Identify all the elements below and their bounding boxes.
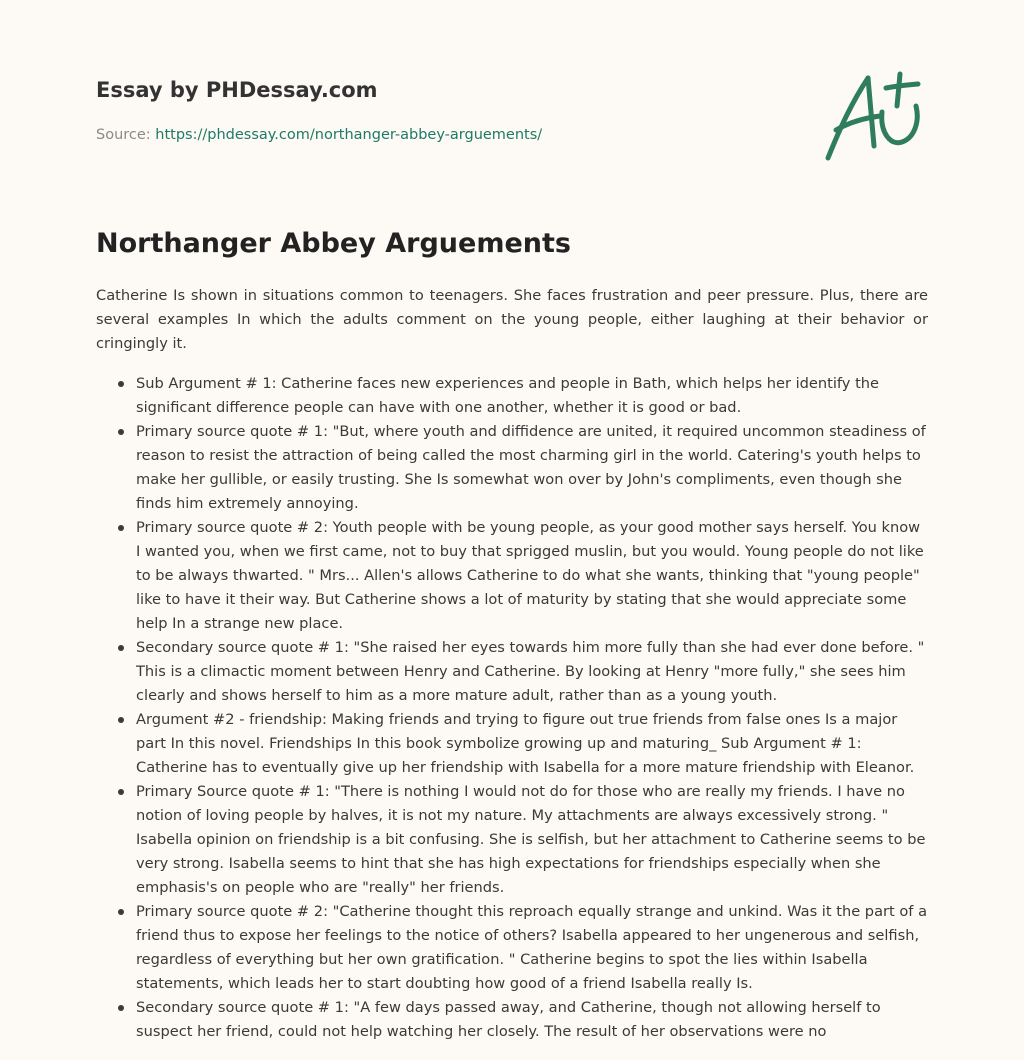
list-item — [96, 708, 928, 780]
list-item-text: Argument #2 - friendship: Making friends and trying to figure out true friends from false ones Is a major part In this novel. Friendships In this book symbolize growing up and maturing_ Sub Argument # 1: Catherine has to eventually give up her friendship with Isabella for a more mature friendship with Eleanor. — [136, 711, 915, 776]
list-item-text: Secondary source quote # 1: "She raised her eyes towards him more fully than she had ever done before. " This is a climactic moment between Henry and Catherine. By looking at Henry "more fully," she sees him clearly and shows herself to him as a more mature adult, rather than as a young youth. — [136, 639, 925, 704]
bullet-icon — [118, 717, 124, 723]
a-plus-logo-svg — [820, 66, 932, 166]
intro-paragraph: Catherine Is shown in situations common to teenagers. She faces frustration and peer pressure. Plus, there are several examples In which the adults comment on the young people, either laughing at their behavior or cringingly it. — [96, 287, 928, 352]
argument-list — [96, 372, 928, 1044]
list-item — [96, 636, 928, 708]
list-item — [96, 372, 928, 420]
list-item-text: Primary source quote # 2: Youth people with be young people, as your good mother says herself. You know I wanted you, when we first came, not to buy that sprigged muslin, but you would. Young people do not like to be always thwarted. " Mrs... Allen's allows Catherine to do what she wants, thinking that "young people" like to have it their way. But Catherine shows a lot of maturity by stating that she would appreciate some help In a strange new place. — [136, 519, 924, 632]
bullet-icon — [118, 789, 124, 795]
list-item — [96, 900, 928, 996]
essay-title: Northanger Abbey Arguements — [96, 228, 571, 259]
list-item-text: Primary source quote # 1: "But, where youth and diffidence are united, it required uncommon steadiness of reason to resist the attraction of being called the most charming girl in the world. Catering's youth helps to make her gullible, or easily trusting. She Is somewhat won over by John's compliments, even though she finds him extremely annoying. — [136, 423, 926, 512]
bullet-icon — [118, 645, 124, 651]
list-item-text: Secondary source quote # 1: "A few days passed away, and Catherine, though not allowing herself to suspect her friend, could not help watching her closely. The result of her observations were no — [136, 999, 881, 1040]
bullet-icon — [118, 1005, 124, 1011]
bullet-icon — [118, 429, 124, 435]
bullet-icon — [118, 525, 124, 531]
list-item — [96, 780, 928, 900]
source-line — [96, 125, 796, 145]
list-item-text: Primary source quote # 2: "Catherine thought this reproach equally strange and unkind. Was it the part of a friend thus to expose her feelings to the notice of others? Isabella appeared to her ungenerous and selfish, regardless of everything but her own gratification. " Catherine begins to spot the lies within Isabella statements, which leads her to start doubting how good of a friend Isabella really Is. — [136, 903, 928, 992]
essay-content — [96, 284, 928, 1044]
site-title: Essay by PHDessay.com — [96, 78, 378, 102]
list-item — [96, 996, 928, 1044]
bullet-icon — [118, 381, 124, 387]
source-link[interactable]: https://phdessay.com/northanger-abbey-arguements/ — [155, 127, 543, 143]
list-item-text: Sub Argument # 1: Catherine faces new experiences and people in Bath, which helps her identify the significant difference people can have with one another, whether it is good or bad. — [136, 375, 880, 416]
list-item — [96, 420, 928, 516]
list-item-text: Primary Source quote # 1: "There is nothing I would not do for those who are really my friends. I have no notion of loving people by halves, it is not my nature. My attachments are always excessively strong. " Isabella opinion on friendship is a bit confusing. She is selfish, but her attachment to Catherine seems to be very strong. Isabella seems to hint that she has high expectations for friendships especially when she emphasis's on people who are "really" her friends. — [136, 783, 926, 896]
header — [96, 76, 796, 145]
source-label: Source: — [96, 127, 156, 143]
a-plus-logo-icon — [820, 66, 932, 166]
bullet-icon — [118, 909, 124, 915]
list-item — [96, 516, 928, 636]
